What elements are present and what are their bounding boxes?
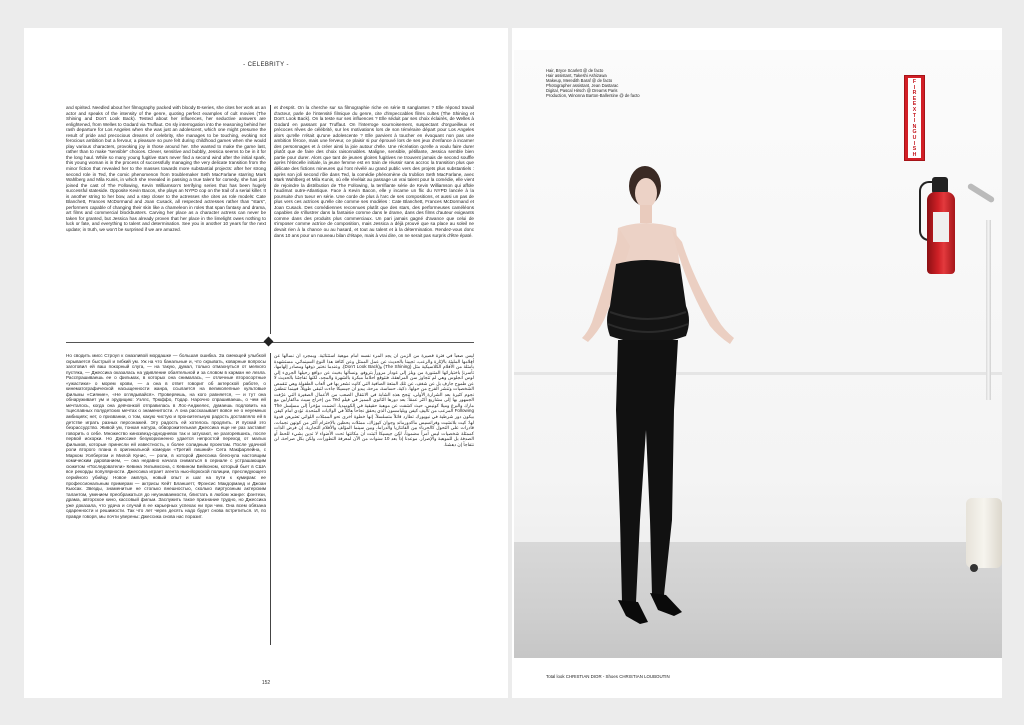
diamond-ornament-icon (264, 337, 274, 347)
fashion-photo (514, 50, 1002, 658)
right-page (512, 28, 1002, 698)
credit-line: Hair assistant, Takeshi Ashizawa (546, 73, 607, 78)
column-divider-top (270, 105, 271, 334)
credit-line: Photographer assistant, Jean Dastarac (546, 83, 619, 88)
credit-line: Makeup, Meredith Baraf @ de facto (546, 78, 613, 83)
english-column: and spirited. Needled about her filmography packed with bloody B-series, she cites her work as an actor and speaks of the intensity of the genre, quoting perfect examples of cult movies (The Shining and Don't Look Back). Tested about her influences, her seductive answers are enlightened, from Welles to Godard via Truffaut. On sly interrogation into the reasoning behind her rash departure for Los Angeles when she was just an adolescent, which one might presume the result of pride and precocious dreams of celebrity, she manages to be touching, evoking not ferocious ambition but a fervour, a pleasure so pure felt during childhood games when she would play various characters, provoking joy in those around her. She wanted to make the game last, rather than to make "sensible" choices. Clever, sensitive and bubbly, Jessica seems to be in it for the long haul. While so many young fugitive stars never find a second wind after the initial spark, this young woman is in the process of successfully managing the very delicate transition from the minor fiction that revealed her to the masses towards more substantial projects: after her strong second role in Ted, the comic phenomenon from troublemaker Seth MacFarlane starring Mark Wahlberg and Mila Kunis, in which she revealed in passing a true talent for comedy, she has just joined the cast of The Following, Kevin Williamson's terrifying series that has been hugely successful stateside. Opposite Kevin Bacon, she plays an NYPD cop on the trail of a serial killer. It is another string to her bow, and a step closer to the actresses she cites as role models: Cate Blanchett, Frances McDormand and Joan Cusack, all respected actresses rather than "stars", performers capable of changing their skin like a chameleon in roles that span fantasy and drama, art films and commercial blockbusters. Carving her place as a character actress can never be taken for granted, but Jessica has already proven that her place in the limelight owes nothing to luck or fate, and everything to talent and determination. See you in another 10 years for the next update; in truth, we won't be surprised if we are amazed. (66, 105, 266, 233)
photo-credits (546, 68, 640, 98)
model-figure (514, 50, 1002, 658)
credit-line: Production, Winonna Barton-Ballentine @ de facto (546, 93, 640, 98)
french-column: et d'esprit. On la cherche sur sa filmographie riche en série B sanglantes ? Elle répond travail d'acteur, parle de l'intensité filmique du genre, cite d'impeccables films cultes (The Shining et Don't Look Back). On la teste sur ses influences ? Elle séduit par ses choix éclairés, de Welles à Godard en passant par Truffaut. On l'interroge sournoisement, suspectant d'orgueilleux et précoces rêves de célébrité, sur les motivations lors de son téméraire départ pour Los Angeles alors qu'elle n'était qu'une adolescente ? Elle parvient à toucher en évoquant non pas une ambition féroce, mais une ferveur, ce plaisir si pur éprouvé lors de ses jeux d'enfance à incarner des personnages et à créer ainsi la joie autour d'elle. Une récréation qu'elle a voulu faire durer plutôt que de faire des choix raisonnables. Maligne, sensible, pétillante, Jessica semble bien partie pour durer. Alors que tant de jeunes gloires fugitives ne trouvent jamais de second souffle après l'étincelle initiale, la jeune femme est en train de réussir sans accroc la transition plus que délicate des fictions mineures qui l'ont révélé au grand public vers des projets plus substantiels : après son joli second rôle dans Ted, la comédie phénomène du trublion Seth MacFarlane, avec Mark Wahlberg et Mila Kunis, où elle révélait au passage un vrai talent pour la comédie, elle vient de rejoindre la distribution de The Following, la terrifiante série de Kevin Williamson qui affole l'audimat outre-Atlantique. Face à Kevin Bacon, elle y incarne un flic du NYPD lancée à la poursuite d'un tueur en série. Une corde de plus à l'arc de ses compositions, et aussi un pas de plus vers ces actrices qu'elle cite comme ses modèles : Cate Blanchett, Frances McDormand et Joan Cusack. Des comédiennes reconnues plutôt que des stars, des performeuses caméléons capables de s'illustrer dans la fantaisie comme dans le drame, dans des films d'auteur exigeants comme dans des produits plus commerciaux. Un pari jamais gagné d'avance que celui de s'imposer comme actrice de composition, mais Jessica a déjà prouvé que sa place au soleil ne devait rien à la chance ou au hasard, et tout au talent et à la détermination. Rendez-vous donc dans 10 ans pour un nouveau bilan d'étape, mais à vrai dire, on ne serait pas surpris d'être épaté. (274, 105, 474, 238)
sign-label: F I R E E X T I N G U I S H (912, 79, 917, 158)
credit-line: Digital, Pascal Hirsch @ Dreams Paris (546, 88, 618, 93)
left-page (24, 28, 508, 698)
page-number: 152 (261, 680, 271, 686)
section-title: - CELEBRITY - (243, 62, 289, 68)
column-divider-bottom (270, 353, 271, 645)
photo-caption: Total look CHRISTIAN DIOR - Shoes CHRISTIAN LOUBOUTIN (546, 674, 670, 679)
arabic-column: ليس صعباً في فترة قصيرة من الزمن أن يجد المرء نفسه أمام موهبة استثنائية. وبمجرد أن نسألها عن أفلامها المليئة بالإثارة والرعب، تجيبنا بالحديث عن عمل الممثل وعن كثافة هذا النوع السينمائي، مستشهدة بأمثلة من الأفلام الكلاسيكية مثل (The Shining) و(Don't Look Back). وعندما نختبر ذوقها ومصادر إلهامها، تأسرنا باختياراتها المتنورة من ويلز إلى غودار مروراً بتروفو. ونسألها بخبث عن دوافع رحيلها الجريء إلى لوس أنجلوس وهي لم تتجاوز سن المراهقة، فنتوقع أحلاماً مبكرة بالشهرة والمجد، لكنها تفاجئنا بالحديث لا عن طموح جارف بل عن شغف، عن تلك المتعة الصافية التي كانت تشعر بها في ألعاب الطفولة وهي تتقمص الشخصيات وتنشر الفرح من حولها. ذكية، حساسة، مرحة، يبدو أن جيسيكا جاءت لتبقى طويلاً. فبينما تنطفئ نجوم كثيرة بعد الشرارة الأولى، تنجح هذه الشابة في الانتقال الصعب من الأعمال الصغيرة التي عرّفت الجمهور بها إلى مشاريع أكثر عمقاً: بعد دورها الثانوي المميز في فيلم Ted من إخراج سيث ماكفارلين مع مارك والبرغ وميلا كونيس، حيث كشفت عن موهبة حقيقية في الكوميديا، انضمت مؤخراً إلى مسلسل The Following المرعب من تأليف كيفن ويليامسون الذي يحقق نجاحاً هائلاً في الولايات المتحدة. تؤدي أمام كيفن بيكون دور شرطية في نيويورك تطارد قاتلاً متسلسلاً. إنها خطوة أخرى نحو الممثلات اللواتي تعتبرهن قدوة لها: كيت بلانشيت وفرانسيس ماكدورماند وجوان كيوزاك، ممثلات يحظين بالاحترام أكثر من كونهن نجمات، قادرات على التحول كالحرباء بين الفانتازيا والدراما، وبين سينما المؤلف والأفلام التجارية. إن فرض الذات كممثلة شخصيات ليس أمراً مضموناً، لكن جيسيكا أثبتت أن مكانتها تحت الأضواء لا تدين بشيء للحظ أو الصدفة بل للموهبة والإصرار. موعدنا إذاً بعد 10 سنوات من الآن لمعرفة التطورات، ولكن بكل صراحة، لن نتفاجأ إن دهشنا. (274, 353, 474, 447)
credit-line: Hair, Bryce Scarlett @ de facto (546, 68, 604, 73)
russian-column: Но сводить мисс Строул к смазливой мордашке — большая ошибка. За смеющей улыбкой скрывается быстрый и гибкий ум. Уж на что банальные и, что скрывать, коварные вопросы заготовил ей ваш покорный слуга, — на такую, думал, только отмахнуться от мелкого пустяка, — Джессика оказалась на удивление обаятельной и за словом в карман не лезла. Расспрашиваешь ее о фильмах, в которых она снималась, — отличные второсортные «ужастики» о морем крови, — а она в ответ говорит об актерской работе, о кинематографической насыщенности жанра, ссылается на великолепные культовые фильмы «Сияние», «Не оглядывайся». Проверяешь, на кого равняется, — и тут она обнаруживает ум и эрудицию: Уэллс, Трюффо, Годар. Нарочно спрашиваешь, о чем ей мечталось, когда она девчонкой отправилась в Лос-Анджелес, думаешь подловить на тщеславных полудетских мечтах о знаменитости. А она рассказывает вовсе не о неуемных амбициях; нет, о призвании, о том, какую чистую и пронзительную радость доставляло ей в детстве играть разных персонажей. Эту радость ей хотелось продлить. И пускай это безрассудство. Живой ум, тонкая натура, обворожительная Джессика еще не раз заставит говорить о себе. Множество кинозвезд-однодневок так и затухают, не разгоревшись, после первой искорки. Но Джессике безукоризненно удается непростой переход от малых фильмов, которые принесли ей известность, к более солидным проектам. После удачной роли второго плана в оригинальной комедии «Третий лишний» Сета Макфарлейна, с Марком Уолбергом и Милой Кунис, — роли, в которой Джессика блеснула настоящим комическим дарованием, — она недавно начала сниматься в сериале с устрашающим сюжетом «Последователи» Кевина Уильямсона, с Кевином Бейконом, который бьет в США все рекорды популярности. Джессика играет агента нью-йоркской полиции, преследующего серийного убийцу. Новое амплуа, новый опыт и шаг на пути к кумирам: ее профессиональным примерам — актрисы Кейт Бланшетт, Фрэнсис Макдорманд и Джоан Кьюсак. Звезды, знаменитые не столько внешностью, сколько виртуозным актерским талантом, умением преображаться до неузнаваемости, блистать в любом жанре: фэнтези, драма, авторское кино, кассовый фильм. Заслужить такое признание трудно, но Джессика уже доказала, что удача и случай в ее карьерных успехах ни при чем. Она всем обязана одаренности и решимости. Так что лет через десять надо будет снова встретиться. И, по правде говоря, мы почти уверены: Джессика снова нас поразит. (66, 353, 266, 519)
